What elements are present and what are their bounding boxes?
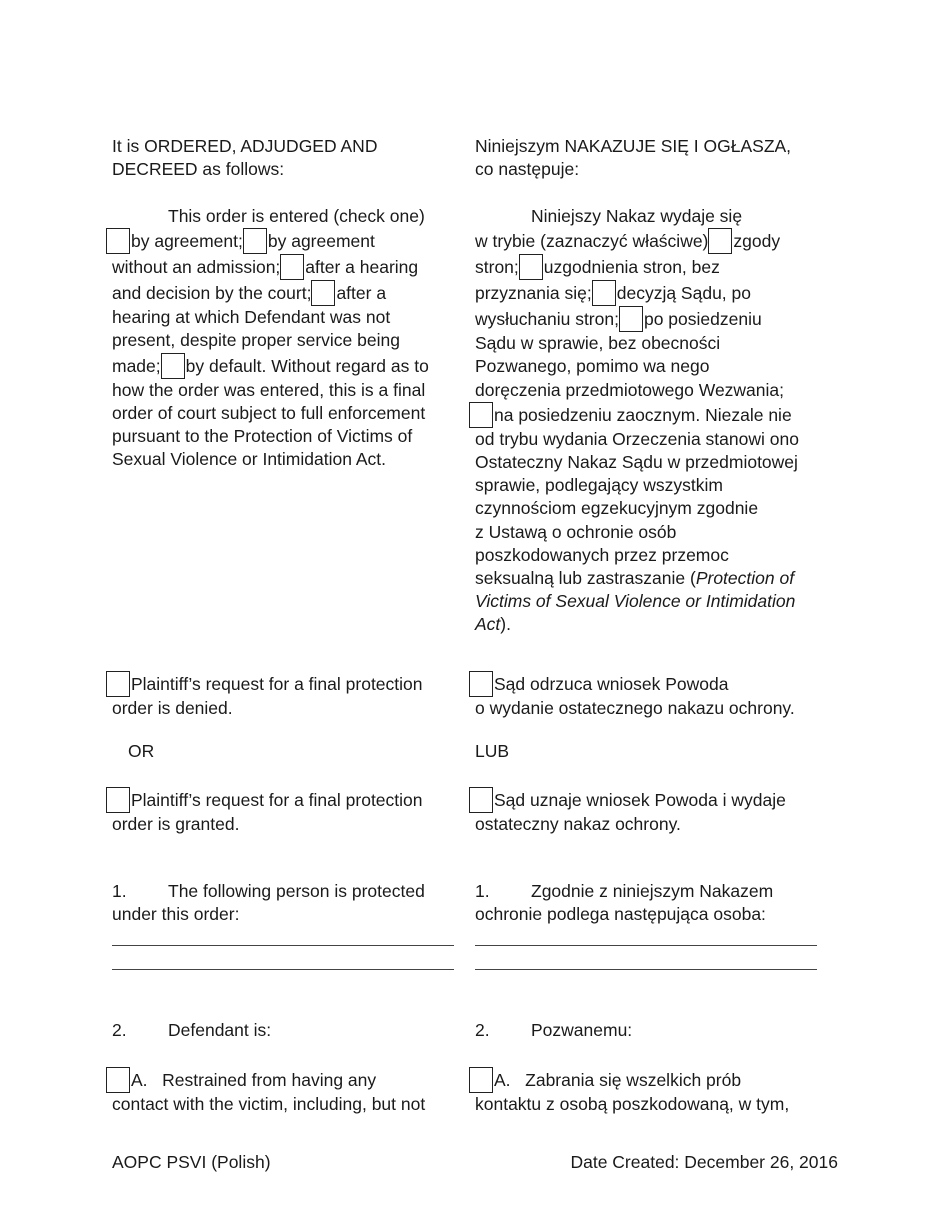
- checkbox-pl-zgody-stron[interactable]: [708, 228, 732, 254]
- itemA-en: A. Restrained from having any contact with the victim, including, but not: [112, 1067, 425, 1116]
- footer-form-code: AOPC PSVI (Polish): [112, 1152, 271, 1172]
- footer-date-created: Date Created: December 26, 2016: [570, 1152, 838, 1172]
- checkbox-restrained-contact[interactable]: [106, 1067, 130, 1093]
- denied-pl: Sąd odrzuca wniosek Powoda o wydanie ostatecznego nakazu ochrony.: [475, 671, 795, 720]
- checkbox-after-hearing[interactable]: [280, 254, 304, 280]
- protected-person-line-1[interactable]: [112, 945, 454, 946]
- entry-paragraph-pl: Niniejszy Nakaz wydaje się w trybie (zaznaczyć właściwe) zgody stron; uzgodnienia stron, bez przyznania się; decyzją Sądu, po wysłuchaniu stron; po posiedzeniu Sądu w sprawie, bez obecności Pozwanego, pomimo wa nego doręczenia przedmiotowego Wezwania; na posiedzeniu zaocznym. Niezale nie od trybu wydania Orzeczenia stanowi ono Ostateczny Nakaz Sądu w przedmiotowej sprawie, podlegający wszystkim czynnościom egzekucyjnym zgodnie z Ustawą o ochronie osób poszkodowanych przez przemoc seksualną lub zastraszanie (Protection of Victims of Sexual Violence or Intimidation Act).: [475, 205, 799, 637]
- itemA-pl: A. Zabrania się wszelkich prób kontaktu z osobą poszkodowaną, w tym,: [475, 1067, 789, 1116]
- checkbox-by-agreement[interactable]: [106, 228, 130, 254]
- intro-pl: Niniejszym NAKAZUJE SIĘ I OGŁASZA, co następuje:: [475, 136, 792, 180]
- checkbox-pl-zabrania[interactable]: [469, 1067, 493, 1093]
- or-label: OR: [128, 741, 155, 761]
- item2-pl: 2. Pozwanemu:: [475, 1020, 633, 1040]
- protected-person-line-2[interactable]: [112, 969, 454, 970]
- checkbox-agreement-no-admission[interactable]: [243, 228, 267, 254]
- checkbox-pl-po-posiedzeniu[interactable]: [619, 306, 643, 332]
- lub-label: LUB: [475, 741, 510, 761]
- checkbox-pl-zaoczny[interactable]: [469, 402, 493, 428]
- checkbox-defendant-absent[interactable]: [311, 280, 335, 306]
- checkbox-pl-odrzuca[interactable]: [469, 671, 493, 697]
- checkbox-request-granted[interactable]: [106, 787, 130, 813]
- item1-pl: 1. Zgodnie z niniejszym Nakazem ochronie podlega następująca osoba:: [475, 881, 774, 925]
- pl-protected-person-line-2[interactable]: [475, 969, 817, 970]
- entry-paragraph-en: This order is entered (check one) by agreement; by agreement without an admission; after a hearing and decision by the court; after a hearing at which Defendant was not present, despite proper service being made; by default. Without regard as to how the order was entered, this is a final order of court subject to full enforcement pursuant to the Protection of Victims of Sexual Violence or Intimidation Act.: [112, 205, 429, 471]
- denied-en: Plaintiff’s request for a final protection order is denied.: [112, 671, 423, 720]
- granted-pl: Sąd uznaje wniosek Powoda i wydaje ostateczny nakaz ochrony.: [475, 787, 786, 836]
- intro-en: It is ORDERED, ADJUDGED AND DECREED as follows:: [112, 136, 378, 180]
- checkbox-by-default[interactable]: [161, 353, 185, 379]
- item2-en: 2. Defendant is:: [112, 1020, 272, 1040]
- checkbox-request-denied[interactable]: [106, 671, 130, 697]
- checkbox-pl-uznaje[interactable]: [469, 787, 493, 813]
- checkbox-pl-uzgodnienia[interactable]: [519, 254, 543, 280]
- checkbox-pl-decyzja-sadu[interactable]: [592, 280, 616, 306]
- pl-protected-person-line-1[interactable]: [475, 945, 817, 946]
- item1-en: 1. The following person is protected under this order:: [112, 881, 425, 925]
- granted-en: Plaintiff’s request for a final protection order is granted.: [112, 787, 423, 836]
